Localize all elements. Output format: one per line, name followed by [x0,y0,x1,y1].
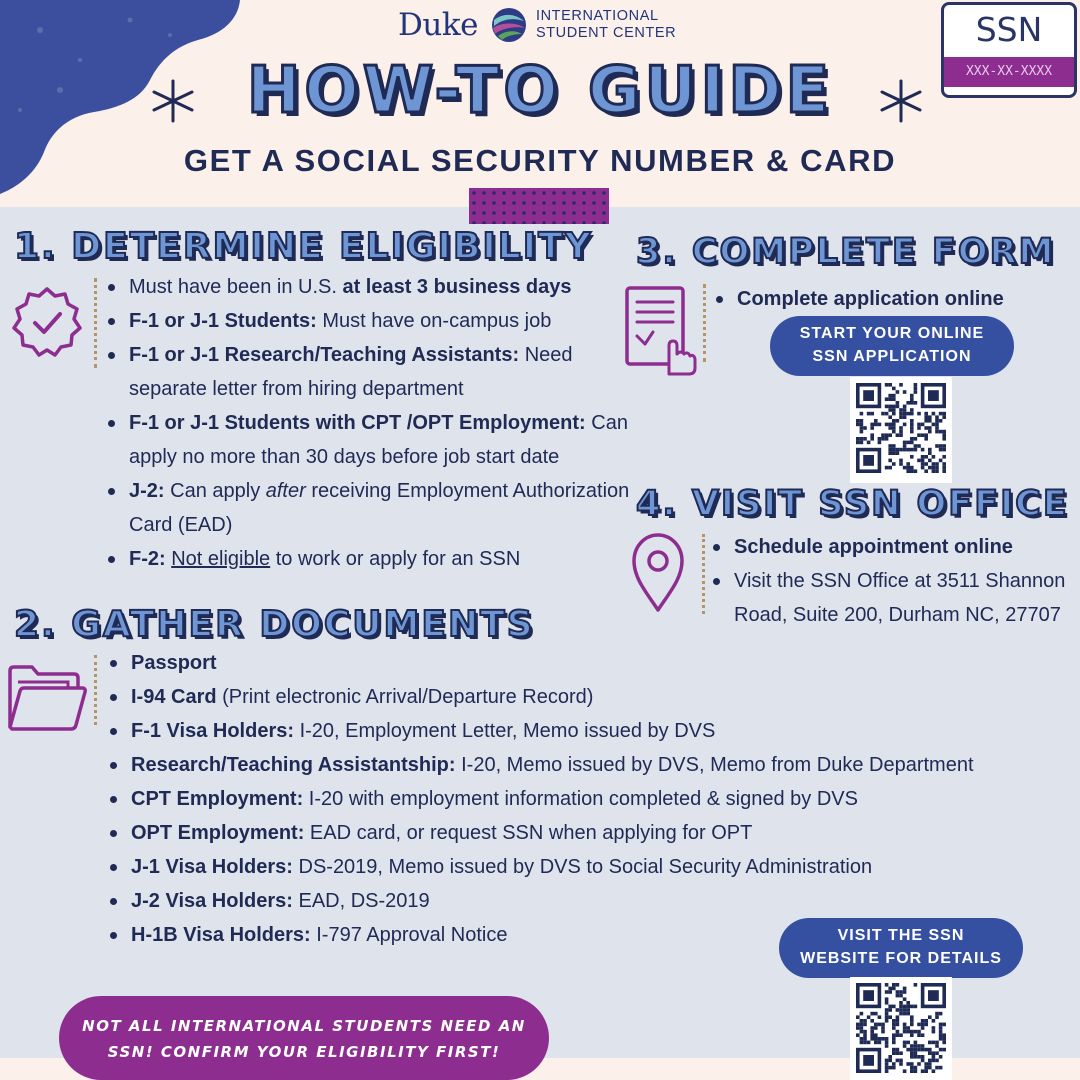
page-title: HOW-TO GUIDE [246,54,834,128]
list-item: F-1 Visa Holders: I-20, Employment Letter, Memo issued by DVS [107,714,987,748]
list-item: F-2: Not eligible to work or apply for an SSN [105,542,630,576]
qr-code-graphic [856,983,946,1073]
eligibility-note: NOT ALL INTERNATIONAL STUDENTS NEED AN SSN! CONFIRM YOUR ELIGIBILITY FIRST! [59,996,549,1080]
folder-icon [6,663,88,733]
list-item: OPT Employment: EAD card, or request SSN when applying for OPT [107,816,987,850]
list-item: F-1 or J-1 Students: Must have on-campus job [105,304,630,338]
location-pin-icon [628,530,688,614]
form-list [713,282,1073,316]
section-heading-form: 3. COMPLETE FORM [636,232,1056,272]
list-item: F-1 or J-1 Students with CPT /OPT Employment: Can apply no more than 30 days before job start date [105,406,630,474]
badge-check-icon [10,285,84,359]
qr-code-application[interactable] [850,377,952,483]
list-item: J-1 Visa Holders: DS-2019, Memo issued by DVS to Social Security Administration [107,850,987,884]
dotted-divider [703,284,706,362]
logo-center-name: INTERNATIONAL STUDENT CENTER [535,8,677,41]
duke-isc-logo [398,4,676,46]
visit-ssn-website-button[interactable]: VISIT THE SSN WEBSITE FOR DETAILS [779,918,1023,978]
list-item: Visit the SSN Office at 3511 Shannon Road, Suite 200, Durham NC, 27707 [710,564,1070,632]
list-item: CPT Employment: I-20 with employment information completed & signed by DVS [107,782,987,816]
qr-code-website[interactable] [850,977,952,1080]
decorative-tape [469,188,609,224]
list-item: J-2 Visa Holders: EAD, DS-2019 [107,884,987,918]
page-subtitle: GET A SOCIAL SECURITY NUMBER & CARD [183,143,897,178]
list-item: I-94 Card (Print electronic Arrival/Departure Record) [107,680,987,714]
list-item: Passport [107,646,987,680]
logo-wordmark: Duke [398,7,478,43]
ssn-card-label: SSN [975,10,1043,49]
form-document-icon [623,284,699,378]
qr-code-graphic [856,383,946,473]
section-heading-documents: 2. GATHER DOCUMENTS [14,604,535,645]
dotted-divider [94,278,97,368]
ssn-card-number: XXX-XX-XXXX [944,57,1074,87]
list-item: Research/Teaching Assistantship: I-20, Memo issued by DVS, Memo from Duke Department [107,748,987,782]
list-item: Must have been in U.S. at least 3 business days [105,270,630,304]
eligibility-list [105,270,630,576]
list-item: Schedule appointment online [710,530,1070,564]
globe-icon [490,6,528,44]
dotted-divider [702,534,705,614]
start-application-button[interactable]: START YOUR ONLINE SSN APPLICATION [770,316,1014,376]
list-item: F-1 or J-1 Research/Teaching Assistants: Need separate letter from hiring department [105,338,630,406]
section-heading-eligibility: 1. DETERMINE ELIGIBILITY [14,226,593,267]
list-item: J-2: Can apply after receiving Employment Authorization Card (EAD) [105,474,630,542]
dotted-divider [94,655,97,725]
office-list [710,530,1070,632]
list-item: H-1B Visa Holders: I-797 Approval Notice [107,918,987,952]
section-heading-office: 4. VISIT SSN OFFICE [636,484,1069,524]
list-item: Complete application online [713,282,1073,316]
documents-list [107,646,987,952]
